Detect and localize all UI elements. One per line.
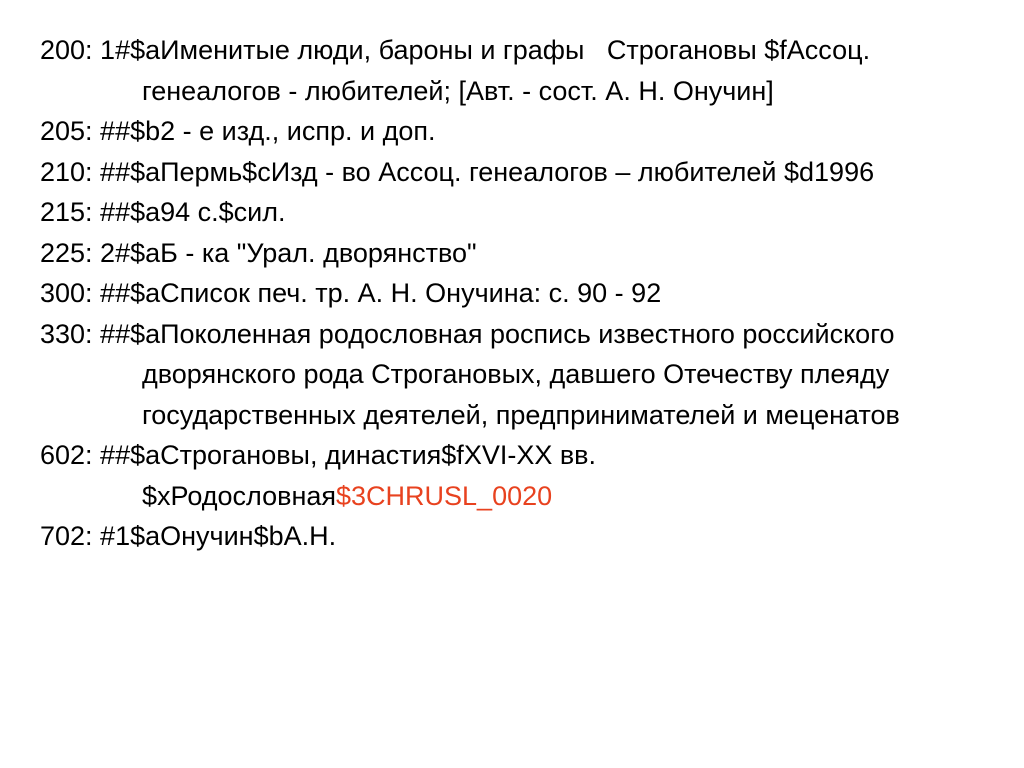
field-702-text: 702: #1$aОнучин$bА.Н. [40, 521, 337, 551]
field-225-text: 225: 2#$aБ - ка "Урал. дворянство" [40, 237, 477, 268]
field-602-source-code: $3CHRUSL_0020 [336, 480, 553, 511]
field-300-text: 300: ##$aСписок печ. тр. А. Н. Онучина: с. 90 - 92 [40, 278, 662, 308]
unimarc-record [40, 30, 1000, 557]
field-215-text: 215: ##$a94 с.$cил. [40, 197, 286, 227]
field-330 [40, 314, 1000, 436]
field-215 [40, 192, 1000, 233]
field-210 [40, 152, 1000, 193]
field-702 [40, 516, 1000, 557]
field-602-text: 602: ##$aСтрогановы, династия$fXVI-XX вв. $xРодословная [40, 440, 604, 511]
field-205-text: 205: ##$b2 - е изд., испр. и доп. [40, 116, 436, 146]
field-330-text: 330: ##$aПоколенная родословная роспись известного российского дворянского рода Строгановых, давшего Отечеству плеяду государственных деятелей, предпринимателей и меценатов [40, 318, 902, 430]
field-200-text: 200: 1#$aИменитые люди, бароны и графы Строгановы $fАссоц. генеалогов - любителей; [Авт. - сост. А. Н. Онучин] [40, 35, 878, 106]
field-225 [40, 233, 1000, 274]
field-300 [40, 273, 1000, 314]
field-200 [40, 30, 1000, 111]
field-602 [40, 435, 1000, 516]
field-210-text: 210: ##$aПермь$cИзд - во Ассоц. генеалогов – любителей $d1996 [40, 156, 875, 187]
field-205 [40, 111, 1000, 152]
